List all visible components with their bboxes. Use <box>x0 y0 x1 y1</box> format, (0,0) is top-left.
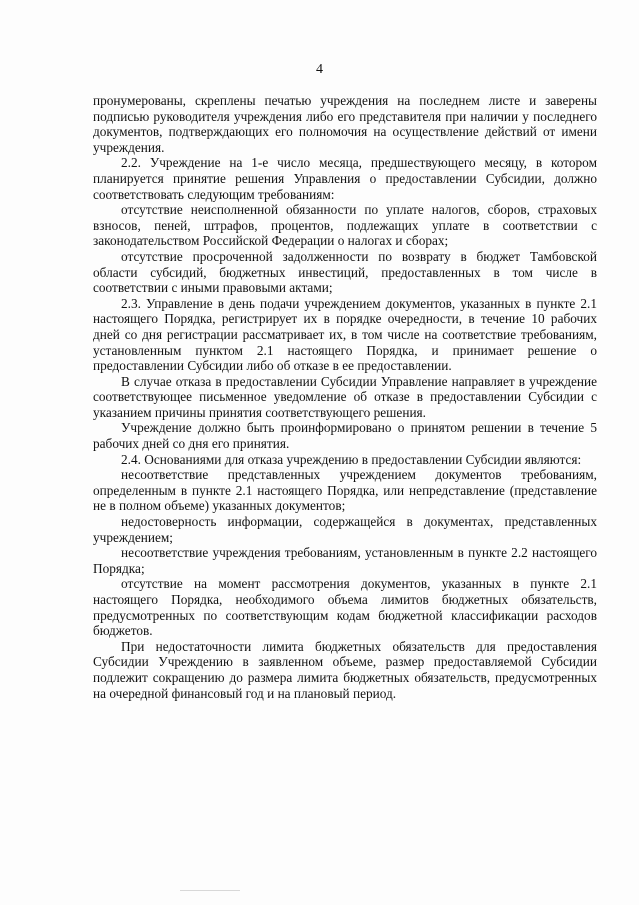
paragraph: При недостаточности лимита бюджетных обязательств для предоставления Субсидии Учреждению в заявленном объеме, размер предоставляемой Субсидии подлежит сокращению до размера лимита бюджетных обязательств, предусмотренных на очередной финансовый год и на плановый период. <box>93 638 597 701</box>
paragraph: несоответствие представленных учреждением документов требованиям, определенным в пункте 2.1 настоящего Порядка, или непредставление (представление не в полном объеме) указанных документов; <box>93 467 597 514</box>
paragraph: 2.4. Основаниями для отказа учреждению в предоставлении Субсидии являются: <box>121 451 582 467</box>
paragraph: пронумерованы, скреплены печатью учреждения на последнем листе и заверены подписью руководителя учреждения либо его представителя при наличии у последнего документов, подтверждающих его полномочия на осуществление действий от имени учреждения. <box>93 93 597 155</box>
paragraph: Учреждение должно быть проинформировано о принятом решении в течение 5 рабочих дней со дня его принятия. <box>93 420 597 452</box>
paragraph: В случае отказа в предоставлении Субсидии Управление направляет в учреждение соответствующее письменное уведомление об отказе в предоставлении Субсидии с указанием причины принятия соответствующего решения. <box>93 373 597 420</box>
paragraph: отсутствие неисполненной обязанности по уплате налогов, сборов, страховых взносов, пеней, штрафов, процентов, подлежащих уплате в соответствии с законодательством Российской Федерации о налогах и сборах; <box>93 202 597 249</box>
paragraph: 2.2. Учреждение на 1-е число месяца, предшествующего месяцу, в котором планируется принятие решения Управления о предоставлении Субсидии, должно соответствовать следующим требованиям: <box>93 155 597 202</box>
paragraph: отсутствие на момент рассмотрения документов, указанных в пункте 2.1 настоящего Порядка, необходимого объема лимитов бюджетных обязательств, предусмотренных по соответствующим кодам бюджетной классификации расходов бюджетов. <box>93 576 597 639</box>
page-number: 4 <box>316 62 323 77</box>
document-body <box>93 93 597 701</box>
paragraph: недостоверность информации, содержащейся в документах, представленных учреждением; <box>93 514 597 545</box>
paragraph: несоответствие учреждения требованиям, установленным в пункте 2.2 настоящего Порядка; <box>93 545 597 576</box>
paragraph: 2.3. Управление в день подачи учреждением документов, указанных в пункте 2.1 настоящего Порядка, регистрирует их в порядке очередности, в течение 10 рабочих дней со дня регистрации рассматривает их, в том числе на соответствие требованиям, установленным пунктом 2.1 настоящего Порядка, и принимает решение о предоставлении Субсидии либо об отказе в ее предоставлении. <box>93 295 597 374</box>
paragraph: отсутствие просроченной задолженности по возврату в бюджет Тамбовской области субсидий, бюджетных инвестиций, предоставленных в том числе в соответствии с иными правовыми актами; <box>93 248 597 296</box>
scan-mark <box>180 890 240 891</box>
